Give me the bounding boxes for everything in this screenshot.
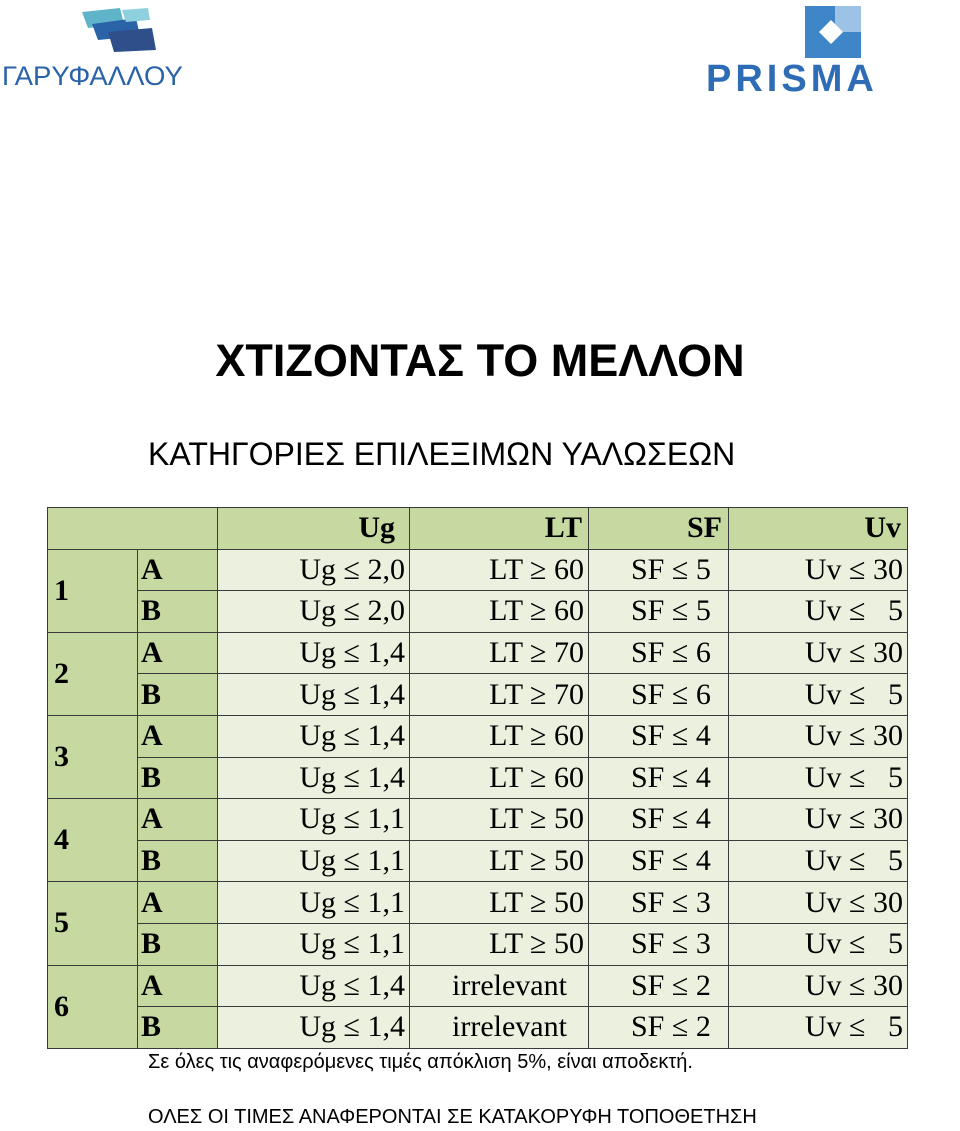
uv-value: Uv ≤ 5 bbox=[729, 591, 908, 633]
ug-value: Ug ≤ 2,0 bbox=[218, 549, 410, 591]
table-row bbox=[48, 799, 908, 841]
sf-value: SF ≤ 4 bbox=[589, 840, 729, 882]
tolerance-note: Σε όλες τις αναφερόμενες τιμές απόκλιση 5%, είναι αποδεκτή. bbox=[148, 1051, 693, 1073]
sf-value: SF ≤ 4 bbox=[589, 757, 729, 799]
prisma-logo bbox=[706, 6, 956, 100]
ug-value: Ug ≤ 1,1 bbox=[218, 882, 410, 924]
sf-value: SF ≤ 2 bbox=[589, 1007, 729, 1049]
ug-value: Ug ≤ 1,1 bbox=[218, 923, 410, 965]
table-row bbox=[48, 674, 908, 716]
category-number: 3 bbox=[48, 715, 138, 798]
table-row bbox=[48, 965, 908, 1007]
table-row bbox=[48, 882, 908, 924]
subcategory-label: A bbox=[138, 799, 218, 841]
lt-value: LT ≥ 70 bbox=[410, 674, 589, 716]
lt-value: LT ≥ 50 bbox=[410, 840, 589, 882]
sf-value: SF ≤ 6 bbox=[589, 674, 729, 716]
page-subtitle: ΚΑΤΗΓΟΡΙΕΣ ΕΠΙΛΕΞΙΜΩΝ ΥΑΛΩΣΕΩΝ bbox=[148, 436, 736, 472]
table-row bbox=[48, 549, 908, 591]
sf-value: SF ≤ 6 bbox=[589, 632, 729, 674]
table-row bbox=[48, 923, 908, 965]
ug-value: Ug ≤ 1,4 bbox=[218, 757, 410, 799]
lt-value: irrelevant bbox=[410, 1007, 589, 1049]
subcategory-label: B bbox=[138, 1007, 218, 1049]
category-number: 5 bbox=[48, 882, 138, 965]
category-number: 4 bbox=[48, 799, 138, 882]
lt-value: LT ≥ 60 bbox=[410, 549, 589, 591]
uv-value: Uv ≤ 5 bbox=[729, 923, 908, 965]
sf-value: SF ≤ 3 bbox=[589, 923, 729, 965]
subcategory-label: B bbox=[138, 591, 218, 633]
table-row bbox=[48, 840, 908, 882]
uv-value: Uv ≤ 5 bbox=[729, 1007, 908, 1049]
prisma-logo-text: PRISMA bbox=[706, 58, 878, 100]
header-sf: SF bbox=[589, 508, 729, 550]
header-lt: LT bbox=[410, 508, 589, 550]
ug-value: Ug ≤ 1,4 bbox=[218, 632, 410, 674]
sf-value: SF ≤ 5 bbox=[589, 549, 729, 591]
table-row bbox=[48, 632, 908, 674]
uv-value: Uv ≤ 5 bbox=[729, 757, 908, 799]
sf-value: SF ≤ 4 bbox=[589, 715, 729, 757]
subcategory-label: A bbox=[138, 882, 218, 924]
glazing-categories-table bbox=[47, 507, 908, 1049]
ug-value: Ug ≤ 1,4 bbox=[218, 965, 410, 1007]
sf-value: SF ≤ 2 bbox=[589, 965, 729, 1007]
table-row bbox=[48, 591, 908, 633]
table-header-row bbox=[48, 508, 908, 550]
garyfallou-logo-mark-icon bbox=[78, 6, 158, 54]
vertical-installation-footer: ΟΛΕΣ ΟΙ ΤΙΜΕΣ ΑΝΑΦΕΡΟΝΤΑΙ ΣΕ ΚΑΤΑΚΟΡΥΦΗ ΤΟΠΟΘΕΤΗΣΗ bbox=[148, 1106, 757, 1128]
subcategory-label: A bbox=[138, 715, 218, 757]
lt-value: LT ≥ 50 bbox=[410, 799, 589, 841]
prisma-logo-mark-icon bbox=[805, 6, 861, 58]
sf-value: SF ≤ 3 bbox=[589, 882, 729, 924]
garyfallou-logo bbox=[0, 6, 236, 96]
garyfallou-logo-text: ΓΑΡΥΦΑΛΛΟΥ bbox=[2, 61, 183, 91]
lt-value: irrelevant bbox=[410, 965, 589, 1007]
ug-value: Ug ≤ 2,0 bbox=[218, 591, 410, 633]
lt-value: LT ≥ 70 bbox=[410, 632, 589, 674]
category-number: 1 bbox=[48, 549, 138, 632]
subcategory-label: B bbox=[138, 840, 218, 882]
lt-value: LT ≥ 60 bbox=[410, 757, 589, 799]
table-row bbox=[48, 757, 908, 799]
ug-value: Ug ≤ 1,4 bbox=[218, 674, 410, 716]
lt-value: LT ≥ 60 bbox=[410, 715, 589, 757]
subcategory-label: B bbox=[138, 674, 218, 716]
header-uv: Uv bbox=[729, 508, 908, 550]
ug-value: Ug ≤ 1,4 bbox=[218, 1007, 410, 1049]
ug-value: Ug ≤ 1,1 bbox=[218, 840, 410, 882]
page-title: ΧΤΙΖΟΝΤΑΣ ΤΟ ΜΕΛΛΟΝ bbox=[215, 335, 745, 386]
subcategory-label: A bbox=[138, 632, 218, 674]
subcategory-label: B bbox=[138, 923, 218, 965]
uv-value: Uv ≤ 30 bbox=[729, 715, 908, 757]
category-number: 2 bbox=[48, 632, 138, 715]
uv-value: Uv ≤ 30 bbox=[729, 799, 908, 841]
header-corner-cell bbox=[48, 508, 218, 550]
subcategory-label: B bbox=[138, 757, 218, 799]
uv-value: Uv ≤ 5 bbox=[729, 674, 908, 716]
uv-value: Uv ≤ 5 bbox=[729, 840, 908, 882]
uv-value: Uv ≤ 30 bbox=[729, 549, 908, 591]
uv-value: Uv ≤ 30 bbox=[729, 965, 908, 1007]
subcategory-label: A bbox=[138, 549, 218, 591]
table-row bbox=[48, 1007, 908, 1049]
uv-value: Uv ≤ 30 bbox=[729, 632, 908, 674]
lt-value: LT ≥ 50 bbox=[410, 882, 589, 924]
header-ug: Ug bbox=[218, 508, 410, 550]
lt-value: LT ≥ 60 bbox=[410, 591, 589, 633]
ug-value: Ug ≤ 1,4 bbox=[218, 715, 410, 757]
uv-value: Uv ≤ 30 bbox=[729, 882, 908, 924]
lt-value: LT ≥ 50 bbox=[410, 923, 589, 965]
table-row bbox=[48, 715, 908, 757]
table-body bbox=[48, 549, 908, 1048]
sf-value: SF ≤ 4 bbox=[589, 799, 729, 841]
ug-value: Ug ≤ 1,1 bbox=[218, 799, 410, 841]
subcategory-label: A bbox=[138, 965, 218, 1007]
sf-value: SF ≤ 5 bbox=[589, 591, 729, 633]
category-number: 6 bbox=[48, 965, 138, 1048]
